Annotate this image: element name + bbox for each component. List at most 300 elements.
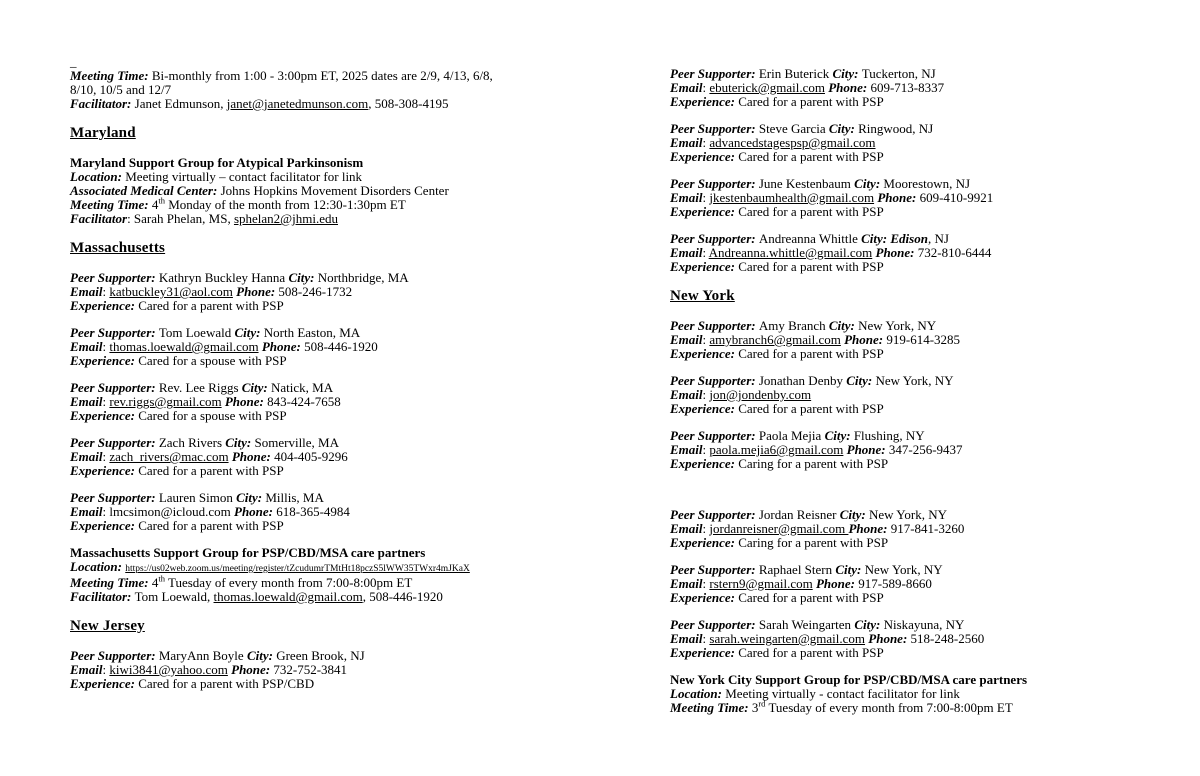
text-segment: Moorestown, NJ: [883, 176, 971, 191]
text-segment: Email: [70, 662, 103, 677]
peer-supporter-entry: [670, 67, 1180, 109]
text-line: [670, 536, 1180, 550]
text-line: [670, 591, 1180, 605]
email-link[interactable]: sarah.weingarten@gmail.com: [709, 631, 866, 646]
text-line: [670, 95, 1180, 109]
email-link[interactable]: katbuckley31@aol.com: [109, 284, 233, 299]
info-block: [70, 55, 600, 111]
text-segment: :: [702, 442, 710, 457]
text-segment: Phone:: [877, 190, 920, 205]
text-segment: Andreanna Whittle: [758, 231, 862, 246]
peer-supporter-entry: [670, 122, 1180, 164]
email-link[interactable]: thomas.loewald@gmail.com: [213, 589, 363, 604]
text-segment: Experience:: [670, 204, 739, 219]
text-segment: City:: [835, 562, 865, 577]
text-segment: Peer Supporter:: [670, 66, 759, 81]
text-line: [670, 618, 1180, 632]
text-segment: Tuckerton, NJ: [861, 66, 936, 81]
text-segment: Phone:: [844, 332, 887, 347]
text-segment: City:: [288, 270, 318, 285]
text-line: [670, 646, 1180, 660]
text-line: [70, 299, 600, 313]
email-link[interactable]: janet@janetedmunson.com: [226, 96, 369, 111]
text-segment: Cared for a parent with PSP: [138, 518, 284, 533]
text-segment: Peer Supporter:: [670, 318, 759, 333]
text-segment: Cared for a parent with PSP: [738, 590, 884, 605]
peer-supporter-entry: [670, 374, 1180, 416]
text-segment: Email: [670, 576, 703, 591]
text-segment: Meeting virtually – contact facilitator for link: [125, 169, 363, 184]
text-segment: North Easton, MA: [263, 325, 361, 340]
text-line: [70, 519, 600, 533]
text-line: [70, 409, 600, 423]
text-line: [670, 563, 1180, 577]
text-segment: Phone:: [231, 449, 275, 464]
email-link[interactable]: thomas.loewald@gmail.com: [109, 339, 259, 354]
text-line: [70, 649, 600, 663]
text-segment: City:: [236, 490, 266, 505]
text-segment: Email: [70, 284, 103, 299]
text-segment: 609-713-8337: [870, 80, 945, 95]
text-segment: Lauren Simon: [158, 490, 237, 505]
text-segment: :: [102, 662, 110, 677]
text-line: [70, 590, 600, 604]
text-line: [670, 81, 1180, 95]
text-segment: City:: [828, 121, 859, 136]
text-line: [670, 260, 1180, 274]
text-segment: Experience:: [70, 676, 139, 691]
text-segment: Steve Garcia: [758, 121, 829, 136]
text-line: [670, 67, 1180, 81]
text-segment: Meeting Time:: [70, 575, 152, 590]
section-heading: Maryland: [70, 125, 136, 141]
text-segment: :: [702, 631, 710, 646]
text-segment: Experience:: [670, 346, 739, 361]
text-segment: Phone:: [234, 504, 277, 519]
text-segment: :: [702, 387, 710, 402]
text-segment: Cared for a parent with PSP: [738, 204, 884, 219]
text-segment: Peer Supporter:: [70, 270, 159, 285]
text-line: [670, 632, 1180, 646]
email-link[interactable]: zach_rivers@mac.com: [109, 449, 229, 464]
text-segment: Massachusetts Support Group for PSP/CBD/MSA care partners: [70, 545, 426, 560]
text-segment: Email: [670, 80, 703, 95]
text-segment: Email: [70, 449, 103, 464]
email-link[interactable]: paola.mejia6@gmail.com: [709, 442, 844, 457]
text-segment: New York City Support Group for PSP/CBD/MSA care partners: [670, 672, 1028, 687]
text-segment: Email: [670, 442, 703, 457]
text-segment: 917-589-8660: [858, 576, 932, 591]
text-segment: Phone:: [868, 631, 911, 646]
text-segment: 508-446-1920: [304, 339, 378, 354]
text-segment: 609-410-9921: [919, 190, 994, 205]
text-segment: Zach Rivers: [158, 435, 226, 450]
text-segment: Jordan Reisner: [758, 507, 840, 522]
text-segment: Amy Branch: [758, 318, 829, 333]
text-segment: City:: [839, 507, 869, 522]
text-segment: Peer Supporter:: [70, 648, 159, 663]
text-line: [70, 491, 600, 505]
text-segment: :: [702, 332, 710, 347]
text-segment: City:: [854, 176, 884, 191]
text-line: [70, 450, 600, 464]
text-segment: :: [102, 284, 110, 299]
text-segment: Northbridge, MA: [317, 270, 409, 285]
email-link[interactable]: advancedstagespsp@gmail.com: [709, 135, 876, 150]
text-segment: Tom Loewald,: [134, 589, 214, 604]
section-heading: New York: [670, 288, 735, 304]
text-segment: Phone:: [875, 245, 918, 260]
peer-supporter-entry: [670, 319, 1180, 361]
text-segment: 917-841-3260: [890, 521, 965, 536]
text-segment: Ringwood, NJ: [858, 121, 934, 136]
text-segment: City: Edison: [861, 231, 928, 246]
text-segment: Email: [70, 504, 103, 519]
text-segment: Peer Supporter:: [670, 373, 759, 388]
text-line: [670, 687, 1180, 701]
text-segment: Johns Hopkins Movement Disorders Center: [220, 183, 449, 198]
text-line: [670, 388, 1180, 402]
text-line: [670, 402, 1180, 416]
text-line: [670, 374, 1180, 388]
text-line: [670, 232, 1180, 246]
text-segment: Phone:: [224, 394, 268, 409]
peer-supporter-entry: [70, 436, 600, 478]
text-segment: City:: [246, 648, 277, 663]
text-line: [670, 457, 1180, 471]
text-segment: Peer Supporter:: [70, 325, 159, 340]
text-segment: Experience:: [70, 408, 139, 423]
text-segment: :: [702, 190, 710, 205]
text-segment: Somerville, MA: [254, 435, 340, 450]
text-segment: Caring for a parent with PSP: [738, 535, 889, 550]
peer-supporter-entry: [670, 563, 1180, 605]
text-segment: Rev. Lee Riggs: [158, 380, 242, 395]
text-segment: Email: [670, 631, 703, 646]
text-segment: Raphael Stern: [758, 562, 836, 577]
text-line: [70, 340, 600, 354]
text-line: [70, 285, 600, 299]
peer-supporter-entry: [670, 177, 1180, 219]
text-segment: City:: [832, 66, 862, 81]
text-segment: Phone:: [815, 576, 859, 591]
text-line: [670, 122, 1180, 136]
peer-supporter-entry: [70, 491, 600, 533]
text-segment: Facilitator:: [70, 589, 135, 604]
text-segment: Experience:: [70, 298, 139, 313]
email-link[interactable]: amybranch6@gmail.com: [709, 332, 841, 347]
text-segment: Cared for a parent with PSP: [738, 346, 884, 361]
text-segment: City:: [828, 318, 859, 333]
text-line: [670, 673, 1180, 687]
text-segment: Flushing, NY: [853, 428, 925, 443]
text-segment: 732-810-6444: [917, 245, 992, 260]
peer-supporter-entry: [70, 649, 600, 691]
text-segment: New York, NY: [864, 562, 943, 577]
text-segment: Meeting Time:: [670, 700, 752, 715]
text-line: [70, 395, 600, 409]
text-segment: Peer Supporter:: [70, 490, 159, 505]
peer-supporter-entry: [70, 326, 600, 368]
text-segment: 843-424-7658: [267, 394, 341, 409]
text-line: [70, 97, 600, 111]
text-segment: Phone:: [261, 339, 305, 354]
text-segment: City:: [241, 380, 272, 395]
text-line: [70, 464, 600, 478]
email-link[interactable]: rstern9@gmail.com: [709, 576, 813, 591]
page-column-left: [70, 55, 600, 728]
text-segment: :: [102, 449, 110, 464]
text-segment: Phone:: [231, 662, 274, 677]
text-segment: Email: [670, 521, 703, 536]
text-segment: Email: [670, 387, 703, 402]
text-segment: Meeting Time:: [70, 68, 152, 83]
text-segment: :: [702, 521, 710, 536]
text-segment: MaryAnn Boyle: [158, 648, 247, 663]
text-segment: Experience:: [670, 401, 739, 416]
text-segment: Phone:: [848, 521, 891, 536]
text-line: [670, 177, 1180, 191]
text-segment: Email: [670, 190, 703, 205]
text-segment: Green Brook, NJ: [276, 648, 365, 663]
text-segment: Cared for a parent with PSP/CBD: [138, 676, 315, 691]
text-segment: New York, NY: [875, 373, 954, 388]
text-line: [670, 522, 1180, 536]
text-segment: Meeting virtually - contact facilitator for link: [725, 686, 960, 701]
text-segment: Experience:: [670, 456, 739, 471]
text-segment: Facilitator: [70, 211, 128, 226]
text-segment: Paola Mejia: [758, 428, 825, 443]
text-segment: Experience:: [670, 259, 739, 274]
text-segment: th: [158, 573, 165, 584]
text-segment: Natick, MA: [271, 380, 334, 395]
text-segment: :: [102, 339, 110, 354]
text-segment: Phone:: [236, 284, 279, 299]
text-segment: Experience:: [670, 535, 739, 550]
text-segment: 3: [751, 700, 759, 715]
text-line: [670, 150, 1180, 164]
text-segment: Experience:: [670, 645, 739, 660]
text-segment: Cared for a parent with PSP: [738, 259, 884, 274]
text-segment: Peer Supporter:: [670, 428, 759, 443]
text-line: [70, 546, 600, 560]
text-segment: City:: [854, 617, 884, 632]
text-segment: Peer Supporter:: [670, 507, 759, 522]
url-link[interactable]: https://us02web.zoom.us/meeting/register/tZcudumrTMtHt18pczS5lWW35TWxr4mJKaX: [125, 564, 470, 574]
text-line: [670, 246, 1180, 260]
text-line: [70, 573, 600, 590]
text-line: [70, 69, 600, 83]
text-segment: Location:: [670, 686, 726, 701]
text-segment: 919-614-3285: [886, 332, 961, 347]
text-line: [670, 136, 1180, 150]
text-line: [70, 505, 600, 519]
text-line: [670, 191, 1180, 205]
text-segment: Peer Supporter:: [70, 435, 159, 450]
text-line: [70, 326, 600, 340]
text-segment: Email: [670, 245, 703, 260]
text-segment: :: [702, 576, 710, 591]
peer-supporter-entry: [670, 429, 1180, 471]
text-segment: Tuesday of every month from 7:00-8:00pm ET: [765, 700, 1013, 715]
text-segment: Cared for a spouse with PSP: [138, 408, 287, 423]
email-link[interactable]: kiwi3841@yahoo.com: [109, 662, 228, 677]
text-segment: Cared for a parent with PSP: [738, 401, 884, 416]
text-segment: :: [702, 80, 710, 95]
text-segment: New York, NY: [868, 507, 947, 522]
text-line: [670, 333, 1180, 347]
text-line: [70, 170, 600, 184]
text-segment: Monday of the month from 12:30-1:30pm ET: [164, 197, 406, 212]
text-line: [670, 698, 1180, 715]
text-segment: : Sarah Phelan, MS,: [127, 211, 234, 226]
text-segment: Facilitator:: [70, 96, 135, 111]
text-line: [70, 381, 600, 395]
text-segment: Experience:: [670, 590, 739, 605]
text-segment: Cared for a parent with PSP: [738, 94, 884, 109]
text-segment: _: [70, 54, 77, 69]
text-segment: Phone:: [828, 80, 871, 95]
text-line: [670, 347, 1180, 361]
text-segment: Email: [70, 339, 103, 354]
text-segment: Sarah Weingarten: [758, 617, 855, 632]
email-link[interactable]: jordanreisner@gmail.com: [709, 521, 849, 536]
text-line: [70, 55, 600, 69]
text-segment: Tuesday of every month from 7:00-8:00pm ET: [164, 575, 413, 590]
text-segment: Location:: [70, 169, 126, 184]
email-link[interactable]: jon@jondenby.com: [709, 387, 812, 402]
email-link[interactable]: Andreanna.whittle@gmail.com: [708, 245, 873, 260]
text-segment: Experience:: [70, 463, 139, 478]
text-segment: City:: [846, 373, 876, 388]
text-segment: Location:: [70, 559, 126, 574]
text-line: [70, 195, 600, 212]
text-segment: City:: [234, 325, 264, 340]
text-segment: :: [702, 245, 709, 260]
text-segment: 518-248-2560: [910, 631, 985, 646]
text-line: [70, 212, 600, 226]
text-segment: Email: [70, 394, 103, 409]
text-line: [670, 443, 1180, 457]
text-segment: , 508-308-4195: [368, 96, 449, 111]
text-line: [70, 663, 600, 677]
text-line: [70, 354, 600, 368]
text-segment: rd: [758, 698, 766, 709]
text-segment: Peer Supporter:: [670, 617, 759, 632]
info-block: [70, 546, 600, 604]
text-segment: Cared for a parent with PSP: [738, 149, 884, 164]
info-block: [670, 673, 1180, 715]
email-link[interactable]: sphelan2@jhmi.edu: [233, 211, 338, 226]
text-segment: th: [158, 195, 165, 206]
text-segment: Experience:: [670, 94, 739, 109]
text-segment: 508-246-1732: [278, 284, 353, 299]
text-segment: City:: [824, 428, 854, 443]
text-line: [70, 436, 600, 450]
info-block: [70, 156, 600, 226]
text-segment: Phone:: [846, 442, 889, 457]
text-line: [70, 560, 600, 576]
text-line: [670, 429, 1180, 443]
text-segment: Cared for a parent with PSP: [138, 298, 284, 313]
text-segment: Meeting Time:: [70, 197, 152, 212]
text-segment: 4: [151, 197, 159, 212]
text-segment: Peer Supporter:: [670, 121, 759, 136]
text-segment: :: [102, 394, 110, 409]
email-link[interactable]: rev.riggs@gmail.com: [109, 394, 222, 409]
text-segment: Tom Loewald: [158, 325, 235, 340]
text-segment: Peer Supporter:: [670, 562, 759, 577]
text-segment: Kathryn Buckley Hanna: [158, 270, 289, 285]
text-segment: City:: [225, 435, 255, 450]
text-segment: Niskayuna, NY: [883, 617, 965, 632]
text-line: [70, 83, 600, 97]
text-line: [670, 508, 1180, 522]
email-link[interactable]: ebuterick@gmail.com: [709, 80, 825, 95]
text-line: [670, 205, 1180, 219]
text-segment: Experience:: [70, 353, 139, 368]
text-segment: Caring for a parent with PSP: [738, 456, 889, 471]
text-line: [70, 271, 600, 285]
text-segment: Erin Buterick: [758, 66, 833, 81]
text-segment: Bi-monthly from 1:00 - 3:00pm ET, 2025 dates are 2/9, 4/13, 6/8,: [151, 68, 493, 83]
text-line: [70, 677, 600, 691]
text-line: [670, 577, 1180, 591]
text-segment: Maryland Support Group for Atypical Parkinsonism: [70, 155, 364, 170]
text-segment: : lmcsimon@icloud.com: [102, 504, 235, 519]
text-segment: Peer Supporter:: [670, 176, 759, 191]
page-column-right: [670, 55, 1180, 728]
text-segment: Experience:: [70, 518, 139, 533]
text-segment: June Kestenbaum: [758, 176, 855, 191]
vertical-spacer: [670, 484, 1180, 508]
peer-supporter-entry: [670, 618, 1180, 660]
text-segment: Millis, MA: [265, 490, 324, 505]
peer-supporter-entry: [70, 271, 600, 313]
text-segment: Cared for a spouse with PSP: [138, 353, 287, 368]
text-line: [670, 319, 1180, 333]
peer-supporter-entry: [670, 508, 1180, 550]
text-line: [70, 156, 600, 170]
email-link[interactable]: jkestenbaumhealth@gmail.com: [709, 190, 875, 205]
text-segment: Cared for a parent with PSP: [138, 463, 284, 478]
text-segment: 347-256-9437: [888, 442, 963, 457]
text-segment: Jonathan Denby: [758, 373, 847, 388]
text-segment: 732-752-3841: [273, 662, 348, 677]
text-segment: 8/10, 10/5 and 12/7: [70, 82, 172, 97]
peer-supporter-entry: [670, 232, 1180, 274]
text-line: [70, 184, 600, 198]
text-segment: :: [702, 135, 710, 150]
text-segment: 618-365-4984: [276, 504, 350, 519]
text-segment: 4: [151, 575, 159, 590]
text-segment: Email: [670, 332, 703, 347]
text-segment: Janet Edmunson,: [134, 96, 227, 111]
text-segment: Email: [670, 135, 703, 150]
section-heading: New Jersey: [70, 618, 145, 634]
section-heading: Massachusetts: [70, 240, 166, 256]
text-segment: 404-405-9296: [274, 449, 348, 464]
text-segment: , NJ: [927, 231, 949, 246]
text-segment: Experience:: [670, 149, 739, 164]
text-segment: Cared for a parent with PSP: [738, 645, 884, 660]
peer-supporter-entry: [70, 381, 600, 423]
text-segment: New York, NY: [858, 318, 937, 333]
text-segment: Peer Supporter:: [670, 231, 759, 246]
text-segment: Peer Supporter:: [70, 380, 159, 395]
text-segment: , 508-446-1920: [362, 589, 443, 604]
text-segment: Associated Medical Center:: [70, 183, 221, 198]
